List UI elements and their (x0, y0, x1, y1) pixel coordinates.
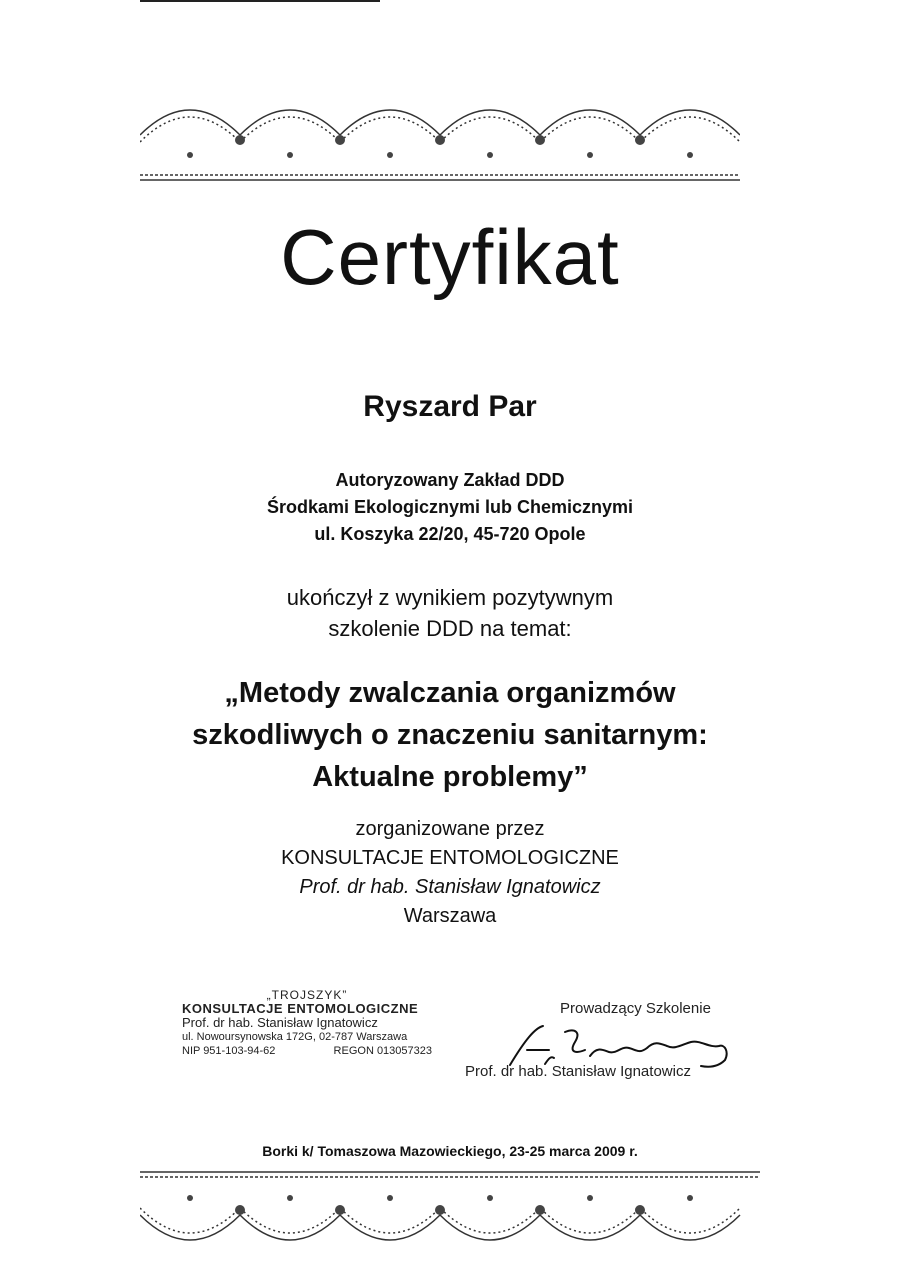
organizer-line-2: KONSULTACJE ENTOMOLOGICZNE (281, 847, 619, 869)
completion-line-1: ukończył z wynikiem pozytywnym (286, 585, 614, 610)
stamp-nip: NIP 951-103-94-62 (182, 1045, 276, 1057)
training-topic (0, 672, 900, 798)
ornamental-border-top (140, 80, 740, 190)
topic-line-2: szkodliwych o znaczeniu sanitarnym: (192, 719, 708, 751)
organizer-block (0, 815, 900, 931)
company-stamp (182, 988, 432, 1058)
top-rule (140, 0, 380, 2)
stamp-ids (182, 1044, 432, 1058)
ornamental-border-bottom (140, 1160, 760, 1270)
company-block (0, 467, 900, 548)
completion-line-2: szkolenie DDD na temat: (328, 616, 572, 641)
organizer-line-4: Warszawa (403, 905, 497, 927)
stamp-line-3: Prof. dr hab. Stanisław Ignatowicz (182, 1015, 378, 1030)
company-line-2: Środkami Ekologicznymi lub Chemicznymi (266, 497, 634, 517)
stamp-line-1: „TROJSZYK” (266, 988, 348, 1002)
completion-text (0, 582, 900, 644)
recipient-name: Ryszard Par (363, 390, 537, 423)
stamp-line-2: KONSULTACJE ENTOMOLOGICZNE (182, 1001, 419, 1016)
stamp-regon: REGON 013057323 (333, 1045, 432, 1057)
organizer-line-1: zorganizowane przez (355, 818, 545, 840)
trainer-name: Prof. dr hab. Stanisław Ignatowicz (465, 1063, 691, 1080)
topic-line-1: „Metody zwalczania organizmów (224, 677, 676, 709)
stamp-line-4: ul. Nowoursynowska 172G, 02-787 Warszawa (182, 1031, 408, 1043)
company-line-1: Autoryzowany Zakład DDD (335, 470, 565, 490)
certificate-title: Certyfikat (280, 213, 620, 301)
trainer-label: Prowadzący Szkolenie (560, 1000, 711, 1017)
organizer-line-3: Prof. dr hab. Stanisław Ignatowicz (299, 876, 601, 898)
company-address: ul. Koszyka 22/20, 45-720 Opole (314, 524, 586, 544)
place-and-date: Borki k/ Tomaszowa Mazowieckiego, 23-25 marca 2009 r. (262, 1143, 638, 1159)
topic-line-3: Aktualne problemy” (312, 761, 588, 793)
